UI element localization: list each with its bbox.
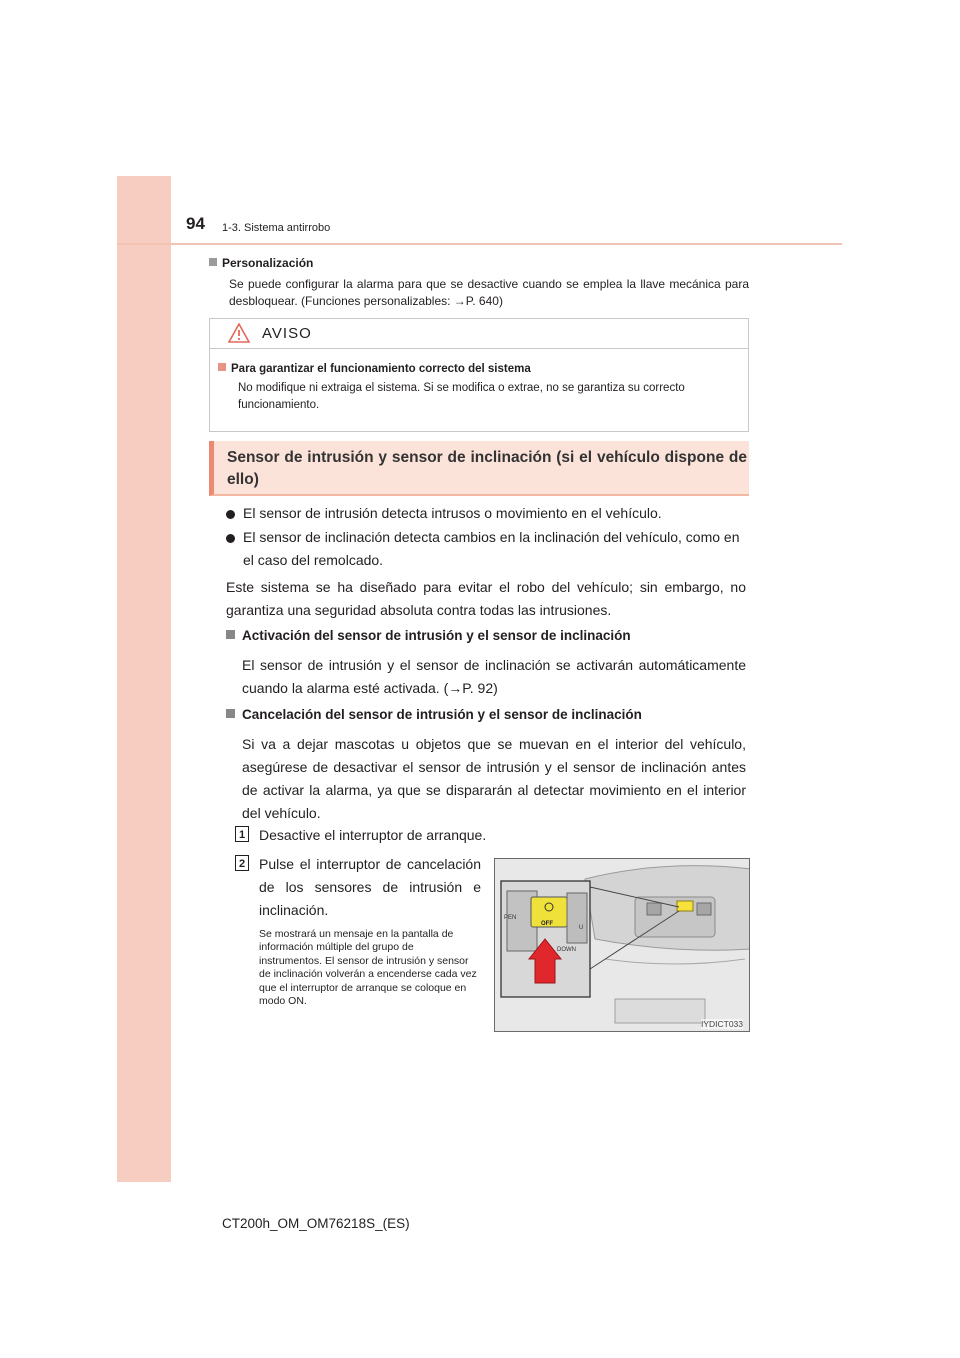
- square-bullet-icon: [226, 630, 235, 639]
- square-bullet-icon: [226, 709, 235, 718]
- page-number: 94: [186, 214, 205, 233]
- bullet-item: El sensor de intrusión detecta intrusos o movimiento en el vehículo.: [226, 502, 746, 525]
- bullet-dot-icon: [226, 510, 235, 519]
- warning-title: AVISO: [262, 325, 312, 342]
- personalizacion-heading: Personalización: [209, 256, 749, 270]
- activacion-body: El sensor de intrusión y el sensor de inclinación se activarán automáticamente cuando la alarma esté activada. (→P. 92): [242, 657, 746, 696]
- step-text: Pulse el interruptor de cancelación de los sensores de intrusión e inclinación.: [259, 856, 481, 918]
- personalizacion-block: [209, 256, 749, 310]
- svg-text:OFF: OFF: [541, 921, 553, 927]
- header-rule: [117, 243, 842, 245]
- cancel-switch-illustration: [494, 858, 750, 1032]
- section-name: 1-3. Sistema antirrobo: [222, 222, 331, 234]
- warning-body: No modifique ni extraiga el sistema. Si se modifica o extrae, no se garantiza su correcto funcionamiento.: [238, 382, 685, 411]
- step-note: Se mostrará un mensaje en la pantalla de información múltiple del grupo de instrumentos. El sensor de intrusión y sensor de inclinación volverán a encenderse cada vez que el interruptor de arranque se coloque en modo ON.: [259, 928, 477, 1008]
- personalizacion-body: Se puede configurar la alarma para que se desactive cuando se emplea la llave mecánica para desbloquear. (Funciones personalizables: →P. 640): [229, 277, 749, 308]
- bullet-dot-icon: [226, 534, 235, 543]
- svg-text:U: U: [579, 925, 584, 931]
- activacion-heading: Activación del sensor de intrusión y el sensor de inclinación: [226, 628, 746, 643]
- section-title: Sensor de intrusión y sensor de inclinación (si el vehículo dispone de ello): [227, 449, 747, 488]
- illustration-code: IYDICT033: [700, 1019, 743, 1029]
- overhead-console-drawing: [495, 859, 750, 1032]
- side-color-band: [117, 176, 171, 1182]
- cancelacion-heading: Cancelación del sensor de intrusión y el sensor de inclinación: [226, 707, 746, 722]
- warning-box: [209, 318, 749, 432]
- warning-subheading: Para garantizar el funcionamiento correcto del sistema: [218, 363, 531, 375]
- step-number-badge: 2: [235, 855, 249, 871]
- square-bullet-icon: [218, 363, 226, 371]
- bullet-item: El sensor de inclinación detecta cambios en la inclinación del vehículo, como en el caso del remolcado.: [226, 526, 746, 572]
- section-heading-bar: [209, 441, 749, 496]
- warning-triangle-icon: [228, 323, 250, 343]
- warning-header: [210, 319, 748, 349]
- svg-text:PEN: PEN: [504, 915, 517, 921]
- footer-document-code: CT200h_OM_OM76218S_(ES): [222, 1216, 410, 1231]
- intro-paragraph: Este sistema se ha diseñado para evitar el robo del vehículo; sin embargo, no garantiza una seguridad absoluta contra todas las intrusiones.: [226, 579, 746, 618]
- square-bullet-icon: [209, 258, 217, 266]
- step-text: Desactive el interruptor de arranque.: [259, 827, 487, 843]
- svg-text:DOWN: DOWN: [557, 947, 576, 953]
- step-number-badge: 1: [235, 826, 249, 842]
- cancelacion-body: Si va a dejar mascotas u objetos que se muevan en el interior del vehículo, asegúrese de desactivar el sensor de intrusión y el sensor de inclinación antes de activar la alarma, ya que se dispararán al detectar movimiento en el interior del vehículo.: [242, 736, 746, 821]
